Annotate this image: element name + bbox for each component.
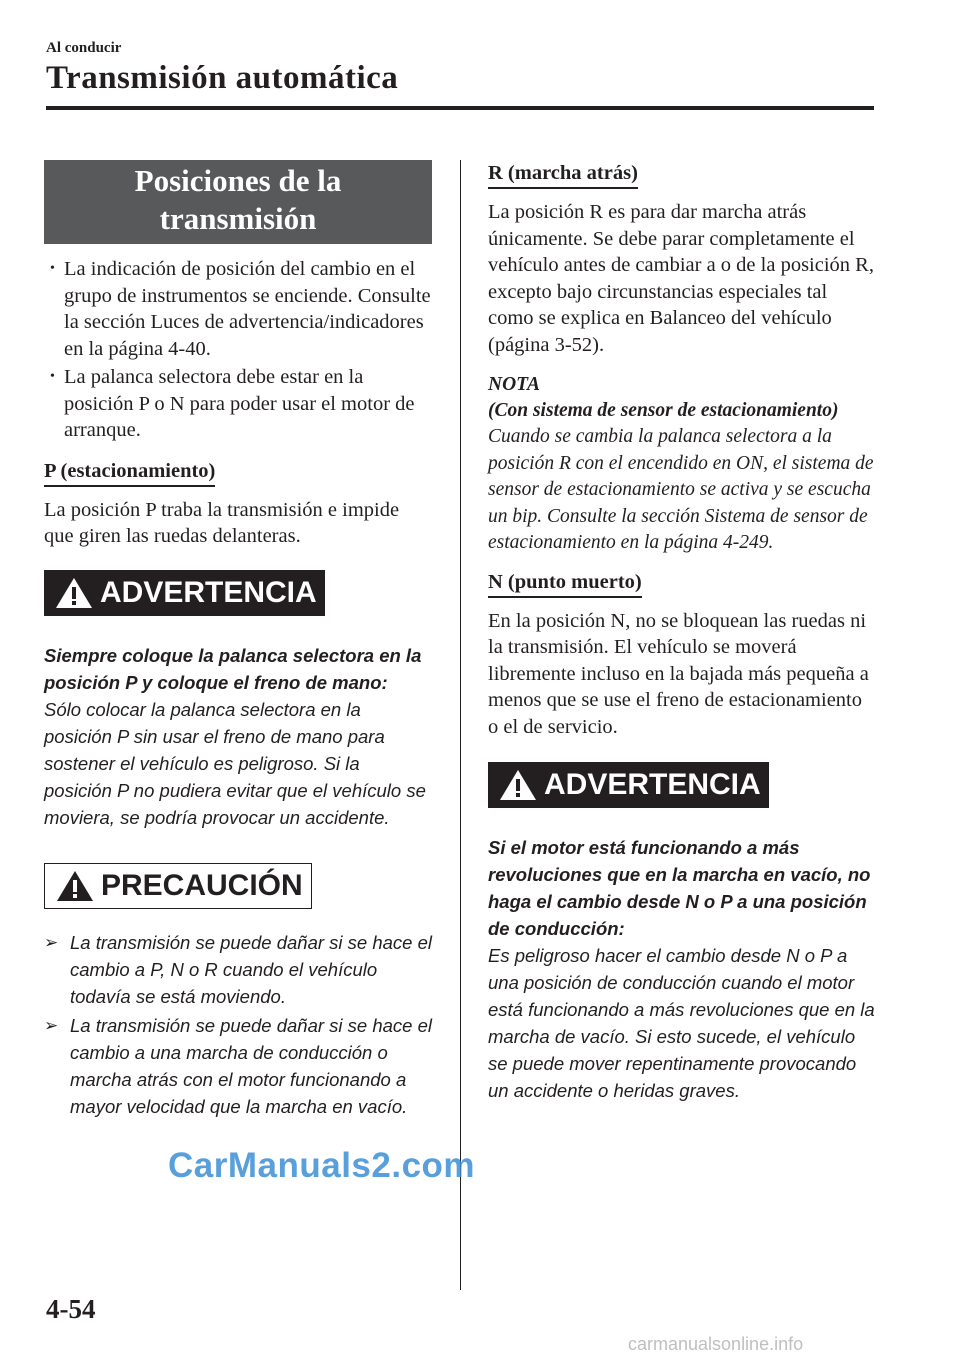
caution-triangle-icon	[55, 869, 95, 903]
watermark-carmanuals2: CarManuals2.com	[168, 1146, 476, 1185]
heading-r-reverse: R (marcha atrás)	[488, 162, 638, 189]
n-neutral-body: En la posición N, no se bloquean las ruedas ni la transmisión. El vehículo se moverá libremente incluso en la bajada más pequeña a menos que se use el freno de estacionamiento o el de servicio.	[488, 609, 869, 738]
caution-label: PRECAUCIÓN	[101, 868, 303, 902]
caution-banner	[44, 863, 312, 909]
bullet-list	[44, 256, 432, 444]
running-header-title: Transmisión automática	[46, 60, 399, 96]
warning-bold-text: Si el motor está funcionando a más revoluciones que en la marcha en vacío, no haga el cambio desde N o P a una posición de conducción:	[488, 837, 871, 939]
warning-label: ADVERTENCIA	[100, 575, 317, 609]
note-label: NOTA	[488, 374, 541, 395]
p-park-body: La posición P traba la transmisión e impide que giren las ruedas delanteras.	[44, 498, 400, 547]
section-title-line1: Posiciones de la	[134, 163, 342, 198]
right-column	[488, 160, 876, 1104]
caution-item: ➢ La transmisión se puede dañar si se hace el cambio a P, N o R cuando el vehículo todavía se está moviendo.	[44, 929, 432, 1010]
bullet-item: • La indicación de posición del cambio en el grupo de instrumentos se enciende. Consulte la sección Luces de advertencia/indicadores en la página 4-40.	[44, 256, 432, 362]
warning-triangle-icon	[54, 576, 94, 610]
warning-bold-text: Siempre coloque la palanca selectora en la posición P y coloque el freno de mano:	[44, 644, 422, 693]
warning-triangle-icon	[498, 768, 538, 802]
running-header-section: Al conducir	[46, 40, 122, 56]
heading-n-neutral: N (punto muerto)	[488, 571, 642, 598]
heading-p-park: P (estacionamiento)	[44, 460, 215, 487]
caution-list	[44, 929, 432, 1120]
note-body: Cuando se cambia la palanca selectora a la posición R con el encendido en ON, el sistema de sensor de estacionamiento se activa y se escucha un bip. Consulte la sección Sistema de sensor de estacionamiento en la página 4-249.	[488, 426, 874, 553]
section-title-line2: transmisión	[159, 201, 317, 236]
warning-label: ADVERTENCIA	[544, 768, 761, 801]
watermark-carmanualsonline: carmanualsonline.info	[628, 1334, 804, 1354]
warning-body-text: Es peligroso hacer el cambio desde N o P a una posición de conducción cuando el motor está funcionando a más revoluciones que en la marcha de vacío. Si esto sucede, el vehículo se puede mover repentinamente provocando un accidente o heridas graves.	[488, 945, 875, 1101]
note-subtitle: (Con sistema de sensor de estacionamiento)	[488, 400, 839, 421]
bullet-item: • La palanca selectora debe estar en la posición P o N para poder usar el motor de arranque.	[44, 364, 432, 444]
warning-banner	[488, 762, 769, 808]
page-number: 4-54	[46, 1294, 96, 1324]
caution-item: ➢ La transmisión se puede dañar si se hace el cambio a una marcha de conducción o marcha atrás con el motor funcionando a mayor velocidad que la marcha en vacío.	[44, 1012, 432, 1120]
warning-body-text: Sólo colocar la palanca selectora en la posición P sin usar el freno de mano para sostener el vehículo es peligroso. Si la posición P no pudiera evitar que el vehículo se moviera, se podría provocar un accidente.	[44, 698, 426, 828]
left-column	[44, 160, 432, 1122]
warning-banner	[44, 570, 325, 616]
r-reverse-body: La posición R es para dar marcha atrás únicamente. Se debe parar completamente el vehículo antes de cambiar a o de la posición R, excepto bajo circunstancias especiales tal como se explica en Balanceo del vehículo (página 3-52).	[488, 201, 874, 356]
column-divider	[460, 160, 461, 1290]
section-title-box	[44, 160, 432, 244]
header-rule	[46, 106, 874, 110]
